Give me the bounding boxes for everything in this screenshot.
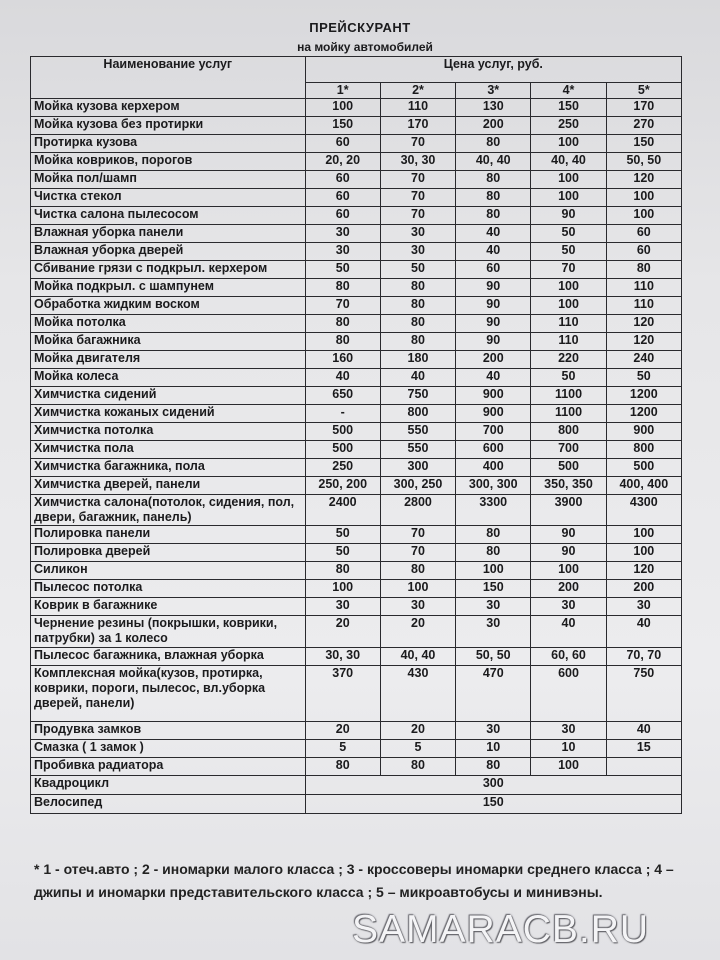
price-cell: 60, 60 [531, 648, 606, 666]
price-cell: 120 [606, 333, 681, 351]
price-row [31, 666, 682, 722]
price-header: Цена услуг, руб. [305, 57, 681, 83]
price-row [31, 526, 682, 544]
price-cell: 100 [606, 189, 681, 207]
price-cell: 200 [456, 117, 531, 135]
service-name: Мойка багажника [31, 333, 306, 351]
price-cell: 80 [456, 758, 531, 776]
service-name: Чернение резины (покрышки, коврики, патрубки) за 1 колесо [31, 616, 306, 648]
price-cell: 50 [531, 369, 606, 387]
class-header: 5* [606, 83, 681, 99]
price-cell: 80 [305, 562, 380, 580]
price-row [31, 351, 682, 369]
price-cell: 60 [305, 207, 380, 225]
price-row [31, 279, 682, 297]
price-table-body [31, 99, 682, 814]
price-cell: 800 [606, 441, 681, 459]
price-cell: 170 [606, 99, 681, 117]
price-row [31, 171, 682, 189]
service-name: Коврик в багажнике [31, 598, 306, 616]
service-name: Мойка кузова без протирки [31, 117, 306, 135]
price-cell: 200 [456, 351, 531, 369]
service-name: Полировка дверей [31, 544, 306, 562]
service-name: Химчистка багажника, пола [31, 459, 306, 477]
price-cell: 20, 20 [305, 153, 380, 171]
price-row [31, 648, 682, 666]
price-cell: 250 [305, 459, 380, 477]
price-cell: 750 [606, 666, 681, 722]
service-name-header: Наименование услуг [31, 57, 306, 99]
price-cell: 30 [456, 722, 531, 740]
service-name: Квадроцикл [31, 776, 306, 795]
price-cell: 80 [380, 333, 455, 351]
service-name: Чистка стекол [31, 189, 306, 207]
price-cell: 70 [380, 189, 455, 207]
price-cell: 240 [606, 351, 681, 369]
price-cell: 100 [531, 135, 606, 153]
price-cell: 700 [456, 423, 531, 441]
price-cell: 900 [606, 423, 681, 441]
service-name: Обработка жидким воском [31, 297, 306, 315]
price-cell-merged: 300 [305, 776, 681, 795]
price-cell: 2400 [305, 495, 380, 526]
price-cell: 130 [456, 99, 531, 117]
footnote: * 1 - отеч.авто ; 2 - иномарки малого класса ; 3 - кроссоверы иномарки среднего класса ; 4 – джипы и иномарки представительского класса ; 5 – микроавтобусы и минивэны. [34, 861, 674, 900]
service-name: Химчистка салона(потолок, сидения, пол, двери, багажник, панель) [31, 495, 306, 526]
price-row-merged [31, 795, 682, 814]
price-cell: 120 [606, 315, 681, 333]
service-name: Пылесос багажника, влажная уборка [31, 648, 306, 666]
price-cell: 50, 50 [606, 153, 681, 171]
price-cell: 50 [305, 526, 380, 544]
price-row [31, 544, 682, 562]
service-name: Комплексная мойка(кузов, протирка, коврики, пороги, пылесос, вл.уборка дверей, панели) [31, 666, 306, 722]
price-cell: 300, 300 [456, 477, 531, 495]
price-cell: 1200 [606, 405, 681, 423]
class-header: 2* [380, 83, 455, 99]
service-name: Велосипед [31, 795, 306, 814]
price-cell: 90 [456, 333, 531, 351]
price-row [31, 117, 682, 135]
price-cell: 750 [380, 387, 455, 405]
price-cell: 30 [606, 598, 681, 616]
price-cell: 150 [606, 135, 681, 153]
price-cell: 80 [305, 279, 380, 297]
price-cell: 100 [606, 526, 681, 544]
price-cell: 80 [305, 333, 380, 351]
price-cell: 1100 [531, 387, 606, 405]
price-row [31, 441, 682, 459]
price-cell: 400, 400 [606, 477, 681, 495]
price-cell: 90 [456, 297, 531, 315]
price-cell: 600 [531, 666, 606, 722]
price-cell: 100 [305, 99, 380, 117]
price-cell: 60 [456, 261, 531, 279]
price-cell: 90 [531, 544, 606, 562]
price-cell: 370 [305, 666, 380, 722]
price-cell: 30 [305, 598, 380, 616]
price-cell: 60 [606, 225, 681, 243]
price-row [31, 616, 682, 648]
price-cell: 90 [531, 526, 606, 544]
price-cell: 120 [606, 562, 681, 580]
price-cell: 500 [305, 423, 380, 441]
price-cell: 30 [380, 598, 455, 616]
price-cell: 40 [531, 616, 606, 648]
price-cell: 150 [531, 99, 606, 117]
price-cell: 430 [380, 666, 455, 722]
price-cell: 500 [531, 459, 606, 477]
service-name: Пробивка радиатора [31, 758, 306, 776]
price-cell: 40 [456, 369, 531, 387]
price-row [31, 99, 682, 117]
price-cell: 30, 30 [380, 153, 455, 171]
price-cell: 3900 [531, 495, 606, 526]
price-cell: 70 [380, 544, 455, 562]
price-row [31, 135, 682, 153]
price-cell: 20 [305, 616, 380, 648]
price-cell: 60 [305, 189, 380, 207]
price-row [31, 225, 682, 243]
price-cell: 150 [305, 117, 380, 135]
price-cell: 1100 [531, 405, 606, 423]
price-cell: - [305, 405, 380, 423]
price-cell: 50 [531, 225, 606, 243]
price-row [31, 207, 682, 225]
price-cell: 70, 70 [606, 648, 681, 666]
price-cell: 110 [531, 333, 606, 351]
price-row [31, 598, 682, 616]
price-cell: 60 [305, 171, 380, 189]
price-cell: 350, 350 [531, 477, 606, 495]
price-cell: 700 [531, 441, 606, 459]
price-cell: 40, 40 [380, 648, 455, 666]
price-cell: 500 [305, 441, 380, 459]
price-cell: 170 [380, 117, 455, 135]
price-cell: 4300 [606, 495, 681, 526]
price-row [31, 405, 682, 423]
price-cell: 40, 40 [456, 153, 531, 171]
price-cell: 900 [456, 405, 531, 423]
price-cell: 80 [456, 189, 531, 207]
price-cell: 80 [456, 544, 531, 562]
price-cell: 250 [531, 117, 606, 135]
price-cell: 600 [456, 441, 531, 459]
service-name: Протирка кузова [31, 135, 306, 153]
service-name: Мойка пол/шамп [31, 171, 306, 189]
price-row [31, 722, 682, 740]
service-name: Мойка подкрыл. с шампунем [31, 279, 306, 297]
price-cell: 5 [305, 740, 380, 758]
price-row [31, 297, 682, 315]
price-cell: 100 [380, 580, 455, 598]
service-name: Влажная уборка панели [31, 225, 306, 243]
price-row [31, 315, 682, 333]
price-cell: 30 [380, 243, 455, 261]
price-cell: 250, 200 [305, 477, 380, 495]
price-row [31, 189, 682, 207]
price-cell: 110 [606, 297, 681, 315]
price-cell: 100 [305, 580, 380, 598]
price-cell: 15 [606, 740, 681, 758]
price-cell: 800 [380, 405, 455, 423]
price-cell: 180 [380, 351, 455, 369]
price-row [31, 369, 682, 387]
class-header: 4* [531, 83, 606, 99]
price-row [31, 477, 682, 495]
price-cell: 550 [380, 441, 455, 459]
service-name: Полировка панели [31, 526, 306, 544]
price-cell: 20 [380, 722, 455, 740]
price-row [31, 459, 682, 477]
price-cell: 100 [531, 297, 606, 315]
service-name: Продувка замков [31, 722, 306, 740]
price-cell: 40 [305, 369, 380, 387]
price-cell: 90 [456, 279, 531, 297]
service-name: Химчистка пола [31, 441, 306, 459]
price-cell: 80 [456, 526, 531, 544]
price-cell: 50 [606, 369, 681, 387]
price-cell: 80 [380, 315, 455, 333]
service-name: Пылесос потолка [31, 580, 306, 598]
price-cell: 70 [531, 261, 606, 279]
price-cell: 220 [531, 351, 606, 369]
price-cell: 60 [606, 243, 681, 261]
price-cell: 300 [380, 459, 455, 477]
price-cell-merged: 150 [305, 795, 681, 814]
price-cell: 20 [380, 616, 455, 648]
service-name: Влажная уборка дверей [31, 243, 306, 261]
price-cell: 550 [380, 423, 455, 441]
class-header: 3* [456, 83, 531, 99]
price-cell: 40 [606, 722, 681, 740]
price-cell: 120 [606, 171, 681, 189]
service-name: Мойка потолка [31, 315, 306, 333]
price-cell: 80 [456, 171, 531, 189]
price-table [30, 56, 682, 814]
price-cell: 160 [305, 351, 380, 369]
price-cell: 3300 [456, 495, 531, 526]
service-name: Химчистка потолка [31, 423, 306, 441]
price-cell: 400 [456, 459, 531, 477]
price-cell: 1200 [606, 387, 681, 405]
price-cell: 270 [606, 117, 681, 135]
price-cell: 50 [305, 261, 380, 279]
price-row [31, 387, 682, 405]
price-cell: 40 [456, 243, 531, 261]
service-name: Мойка кузова керхером [31, 99, 306, 117]
class-header: 1* [305, 83, 380, 99]
price-cell: 80 [380, 758, 455, 776]
price-cell: 80 [606, 261, 681, 279]
price-cell: 80 [456, 207, 531, 225]
price-cell: 40 [456, 225, 531, 243]
price-row [31, 758, 682, 776]
price-cell: 150 [456, 580, 531, 598]
price-cell: 100 [531, 189, 606, 207]
price-cell: 90 [456, 315, 531, 333]
price-cell: 80 [305, 758, 380, 776]
price-cell: 470 [456, 666, 531, 722]
service-name: Чистка салона пылесосом [31, 207, 306, 225]
price-cell: 40 [606, 616, 681, 648]
price-row-merged [31, 776, 682, 795]
price-cell: 80 [380, 279, 455, 297]
service-name: Химчистка кожаных сидений [31, 405, 306, 423]
price-cell: 30 [456, 616, 531, 648]
watermark-logo: SAMARACB.RU [352, 908, 650, 951]
price-row [31, 740, 682, 758]
price-row [31, 243, 682, 261]
price-cell: 100 [531, 279, 606, 297]
service-name: Мойка двигателя [31, 351, 306, 369]
price-cell: 80 [456, 135, 531, 153]
price-cell: 50 [305, 544, 380, 562]
price-cell: 80 [305, 315, 380, 333]
price-cell: 50 [380, 261, 455, 279]
price-cell: 70 [380, 171, 455, 189]
price-cell: 100 [531, 562, 606, 580]
service-name: Мойка колеса [31, 369, 306, 387]
price-cell: 5 [380, 740, 455, 758]
price-cell: 2800 [380, 495, 455, 526]
service-name: Сбивание грязи с подкрыл. керхером [31, 261, 306, 279]
price-cell: 60 [305, 135, 380, 153]
service-name: Силикон [31, 562, 306, 580]
service-name: Мойка ковриков, порогов [31, 153, 306, 171]
price-cell: 110 [380, 99, 455, 117]
price-cell: 10 [531, 740, 606, 758]
price-cell: 300, 250 [380, 477, 455, 495]
service-name: Химчистка сидений [31, 387, 306, 405]
price-row [31, 423, 682, 441]
price-cell: 30, 30 [305, 648, 380, 666]
price-cell: 30 [380, 225, 455, 243]
price-row [31, 580, 682, 598]
price-cell: 40 [380, 369, 455, 387]
price-cell: 90 [531, 207, 606, 225]
price-row [31, 333, 682, 351]
price-row [31, 495, 682, 526]
price-cell: 80 [380, 297, 455, 315]
price-cell: 70 [380, 526, 455, 544]
price-cell: 70 [380, 135, 455, 153]
price-cell: 10 [456, 740, 531, 758]
price-cell: 110 [606, 279, 681, 297]
price-cell: 900 [456, 387, 531, 405]
price-cell: 100 [531, 758, 606, 776]
price-row [31, 153, 682, 171]
price-cell [606, 758, 681, 776]
price-cell: 70 [380, 207, 455, 225]
document-title: ПРЕЙСКУРАНТ [309, 20, 411, 35]
price-cell: 80 [380, 562, 455, 580]
price-cell: 30 [305, 243, 380, 261]
price-cell: 100 [606, 207, 681, 225]
price-row [31, 261, 682, 279]
price-cell: 30 [456, 598, 531, 616]
price-cell: 30 [305, 225, 380, 243]
price-cell: 500 [606, 459, 681, 477]
price-cell: 40, 40 [531, 153, 606, 171]
price-cell: 650 [305, 387, 380, 405]
price-cell: 200 [606, 580, 681, 598]
document-subtitle: на мойку автомобилей [297, 40, 433, 54]
service-name: Химчистка дверей, панели [31, 477, 306, 495]
price-cell: 30 [531, 598, 606, 616]
price-cell: 30 [531, 722, 606, 740]
price-cell: 100 [606, 544, 681, 562]
price-cell: 110 [531, 315, 606, 333]
price-cell: 100 [531, 171, 606, 189]
price-cell: 100 [456, 562, 531, 580]
price-cell: 800 [531, 423, 606, 441]
price-cell: 20 [305, 722, 380, 740]
price-cell: 200 [531, 580, 606, 598]
price-cell: 70 [305, 297, 380, 315]
price-row [31, 562, 682, 580]
price-cell: 50 [531, 243, 606, 261]
service-name: Смазка ( 1 замок ) [31, 740, 306, 758]
price-cell: 50, 50 [456, 648, 531, 666]
